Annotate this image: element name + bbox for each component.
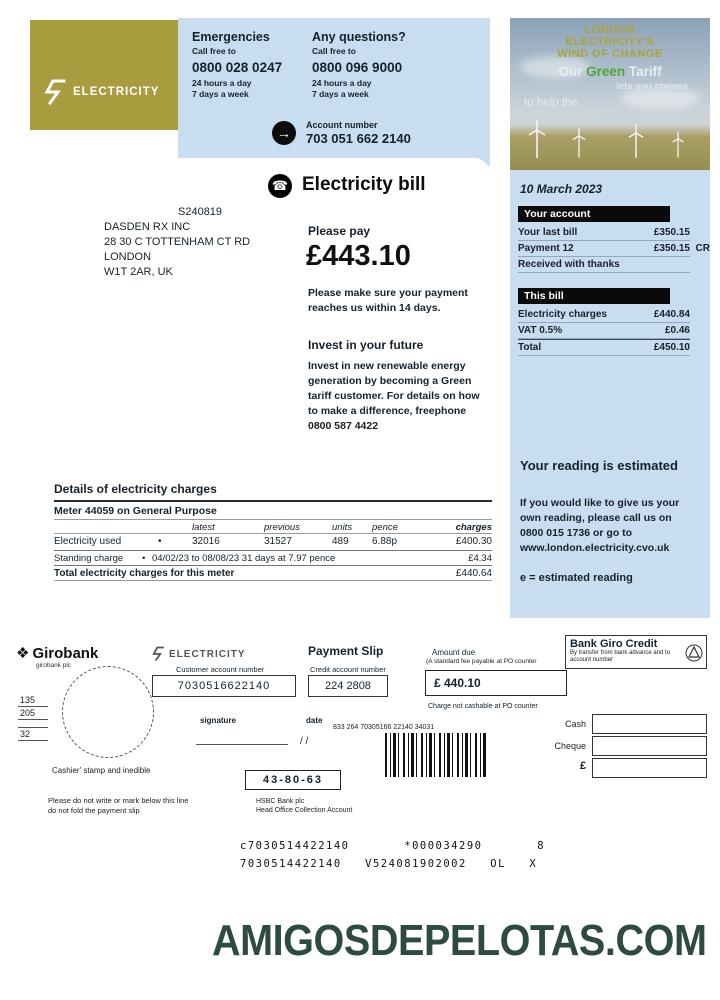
your-account-header: Your account bbox=[518, 206, 670, 222]
promo-tariff-line bbox=[510, 64, 710, 79]
cashier-stamp-note: Cashier' stamp and inedible bbox=[52, 766, 151, 775]
emergencies-phone: 0800 028 0247 bbox=[192, 60, 283, 75]
total-charges: £440.64 bbox=[455, 568, 492, 579]
questions-days: 7 days a week bbox=[312, 89, 369, 99]
this-bill-header: This bill bbox=[518, 288, 670, 304]
row-detail: 04/02/23 to 08/08/23 31 days at 7.97 pence bbox=[152, 553, 336, 564]
ocr-line-1: c7030514422140 *000034290 8 bbox=[240, 840, 546, 852]
row-latest: 32016 bbox=[192, 536, 220, 547]
row-units: 489 bbox=[332, 536, 349, 547]
table-row-electricity-used bbox=[54, 534, 492, 550]
address-line: W1T 2AR, UK bbox=[104, 266, 173, 278]
bill-date: 10 March 2023 bbox=[520, 182, 603, 196]
page-title: Electricity bill bbox=[302, 174, 426, 195]
date-label: date bbox=[306, 716, 323, 725]
wind-turbine-icon bbox=[628, 122, 644, 158]
row-value: £350.15 bbox=[653, 227, 690, 238]
amount-due-subnote: (A standard fee payable at PO counter bbox=[426, 658, 537, 665]
col-previous: previous bbox=[264, 522, 300, 533]
questions-phone: 0800 096 9000 bbox=[312, 60, 403, 75]
cash-label: Cash bbox=[564, 719, 586, 729]
lightning-e-icon bbox=[44, 79, 66, 105]
bill-main-card bbox=[30, 158, 490, 618]
charges-table bbox=[54, 500, 492, 581]
emergencies-block bbox=[192, 30, 312, 100]
row-label: Electricity charges bbox=[518, 309, 607, 320]
emergencies-days: 7 days a week bbox=[192, 89, 249, 99]
reference-number: S240819 bbox=[178, 206, 223, 218]
signature-line[interactable] bbox=[196, 744, 288, 745]
promo-help-line: to help the bbox=[524, 97, 578, 109]
row-label: Electricity used bbox=[54, 536, 122, 547]
sort-code-box: 43-80-63 bbox=[245, 770, 341, 790]
girobank-icon: ❖ bbox=[16, 645, 30, 662]
table-row-standing-charge bbox=[54, 550, 492, 565]
margin-code: 205 bbox=[18, 707, 48, 720]
slip-electricity-logo bbox=[152, 646, 246, 662]
col-units: units bbox=[332, 522, 353, 533]
promo-lets-line: lets you choose bbox=[616, 81, 688, 92]
promo-tariff: Tariff bbox=[625, 64, 662, 79]
your-account-rows bbox=[518, 225, 710, 273]
total-amount-box[interactable] bbox=[592, 758, 707, 778]
phone-icon: ☎ bbox=[268, 174, 292, 198]
margin-codes bbox=[18, 694, 48, 741]
meter-header: Meter 44059 on General Purpose bbox=[54, 502, 492, 520]
bill-row-total bbox=[518, 339, 690, 356]
questions-callfree: Call free to bbox=[312, 46, 356, 56]
wind-turbine-icon bbox=[572, 126, 586, 158]
girobank-name: Girobank bbox=[32, 644, 99, 662]
emergencies-title: Emergencies bbox=[192, 30, 270, 44]
promo-line-1: LONDON bbox=[584, 24, 636, 36]
account-number-row bbox=[272, 120, 411, 146]
payment-slip-title: Payment Slip bbox=[308, 644, 384, 658]
cashier-stamp-circle bbox=[62, 666, 154, 758]
customer-account-label: Customer account number bbox=[176, 665, 265, 674]
girobank-logo bbox=[16, 644, 98, 662]
account-row-last-bill bbox=[518, 225, 690, 241]
row-pence: 6.88p bbox=[372, 536, 398, 547]
row-label: Payment 12 bbox=[518, 243, 574, 254]
cheque-label: Cheque bbox=[554, 741, 586, 751]
arrow-right-icon: → bbox=[272, 121, 296, 145]
row-label: Total bbox=[518, 342, 542, 353]
amount-due-box: £ 440.10 bbox=[425, 670, 567, 696]
do-not-write-note bbox=[48, 796, 188, 816]
girobank-plc-label: girobank plc bbox=[36, 662, 72, 669]
reading-estimated-title: Your reading is estimated bbox=[520, 458, 678, 473]
row-value: £450.10 bbox=[653, 342, 690, 353]
please-pay-label: Please pay bbox=[308, 224, 371, 238]
wind-turbine-icon bbox=[672, 130, 684, 158]
promo-line-3: WIND OF CHANGE bbox=[557, 48, 663, 60]
account-number-label: Account number bbox=[306, 120, 378, 130]
barcode-number: 833 264 70305166 22140 34031 bbox=[333, 724, 435, 731]
promo-environment-line: environment bbox=[600, 110, 700, 128]
brand-logo-box bbox=[30, 20, 178, 130]
bank-account-note: Head Office Collection Account bbox=[256, 807, 353, 814]
wind-turbine-icon bbox=[528, 118, 546, 158]
invest-text: Invest in new renewable energy generation by becoming a Green tariff customer. For details on how to make a difference, freephone 0800 587 4422 bbox=[308, 360, 480, 432]
address-line: 28 30 C TOTTENHAM CT RD bbox=[104, 236, 251, 248]
lightning-e-icon bbox=[152, 646, 165, 662]
bill-row-vat bbox=[518, 323, 690, 339]
payment-deadline-note: Please make sure your payment reaches us within 14 days. bbox=[308, 287, 468, 314]
row-bullet: • bbox=[142, 553, 146, 564]
col-charges: charges bbox=[455, 522, 492, 533]
bank-giro-title: Bank Giro Credit bbox=[570, 638, 658, 650]
questions-block bbox=[312, 30, 432, 100]
no-write-line: Please do not write or mark below this line bbox=[48, 796, 189, 805]
row-label: VAT 0.5% bbox=[518, 325, 563, 336]
account-row-received bbox=[518, 257, 690, 273]
bank-giro-credit-box bbox=[565, 635, 707, 669]
amount-due-label: Amount due bbox=[432, 648, 476, 657]
row-charges: £4.34 bbox=[468, 553, 492, 564]
this-bill-rows bbox=[518, 307, 690, 356]
total-label: Total electricity charges for this meter bbox=[54, 568, 235, 579]
brand-name: ELECTRICITY bbox=[73, 86, 160, 98]
credit-account-label: Credit account number bbox=[310, 665, 386, 674]
estimated-reading-key: e = estimated reading bbox=[520, 572, 633, 584]
row-value: £440.84 bbox=[653, 309, 690, 320]
bill-row-charges bbox=[518, 307, 690, 323]
table-row-total bbox=[54, 565, 492, 581]
questions-title: Any questions? bbox=[312, 30, 406, 44]
pound-sign-label: £ bbox=[580, 760, 587, 772]
questions-hours: 24 hours a day bbox=[312, 78, 372, 88]
emergencies-callfree: Call free to bbox=[192, 46, 236, 56]
bank-giro-subtext: By transfer from bank advance and to account number bbox=[570, 650, 671, 663]
address-line: DASDEN RX INC bbox=[104, 221, 191, 233]
address-line: LONDON bbox=[104, 251, 152, 263]
amount-due: £443.10 bbox=[306, 240, 411, 272]
row-label: Received with thanks bbox=[518, 259, 620, 270]
col-pence: pence bbox=[372, 522, 398, 533]
account-number-value: 703 051 662 2140 bbox=[306, 131, 411, 146]
margin-code: 32 bbox=[18, 728, 48, 741]
row-previous: 31527 bbox=[264, 536, 292, 547]
row-label: Standing charge bbox=[54, 553, 124, 564]
no-fold-line: do not fold the payment slip bbox=[48, 806, 140, 815]
row-bullet: • bbox=[158, 536, 162, 547]
row-value: £0.46 bbox=[664, 325, 690, 336]
cash-amount-box[interactable] bbox=[592, 714, 707, 734]
credit-note: CR bbox=[695, 243, 710, 254]
customer-account-number-box: 7030516622140 bbox=[152, 675, 296, 697]
margin-gap bbox=[18, 720, 48, 728]
reading-estimated-text: If you would like to give us your own reading, please call us on 0800 015 1736 or go to www.london.electricity.cvo.uk bbox=[520, 497, 680, 554]
emergencies-hours: 24 hours a day bbox=[192, 78, 252, 88]
bank-name: HSBC Bank plc bbox=[256, 798, 305, 805]
promo-photo bbox=[510, 18, 710, 170]
cheque-amount-box[interactable] bbox=[592, 736, 707, 756]
charges-section-title: Details of electricity charges bbox=[54, 482, 217, 496]
row-label: Your last bill bbox=[518, 227, 578, 238]
customer-address bbox=[104, 220, 250, 280]
invest-title: Invest in your future bbox=[308, 338, 424, 352]
table-column-headers bbox=[54, 520, 492, 534]
barcode-image bbox=[385, 733, 487, 777]
row-value: £350.15 bbox=[653, 243, 690, 254]
signature-label: signature bbox=[200, 716, 237, 725]
watermark-text: AMIGOSDEPELOTAS.COM bbox=[211, 916, 706, 965]
contact-header bbox=[178, 18, 490, 166]
promo-line-2: ELECTRICITY'S bbox=[565, 36, 655, 48]
col-latest: latest bbox=[192, 522, 215, 533]
date-value: / / bbox=[300, 736, 309, 747]
credit-account-number-box: 224 2808 bbox=[308, 675, 388, 697]
margin-code: 135 bbox=[18, 694, 48, 707]
row-charges: £400.30 bbox=[455, 536, 492, 547]
ocr-line-2: 7030514422140 V524081902002 OL X bbox=[240, 858, 538, 870]
bank-giro-icon bbox=[685, 644, 703, 662]
slip-brand-name: ELECTRICITY bbox=[169, 648, 246, 660]
summary-sidebar bbox=[510, 170, 710, 618]
po-counter-note: Charge not cashable at PO counter bbox=[428, 703, 538, 710]
account-row-payment bbox=[518, 241, 710, 257]
promo-our: Our bbox=[558, 64, 587, 79]
promo-green: Green bbox=[586, 64, 626, 79]
